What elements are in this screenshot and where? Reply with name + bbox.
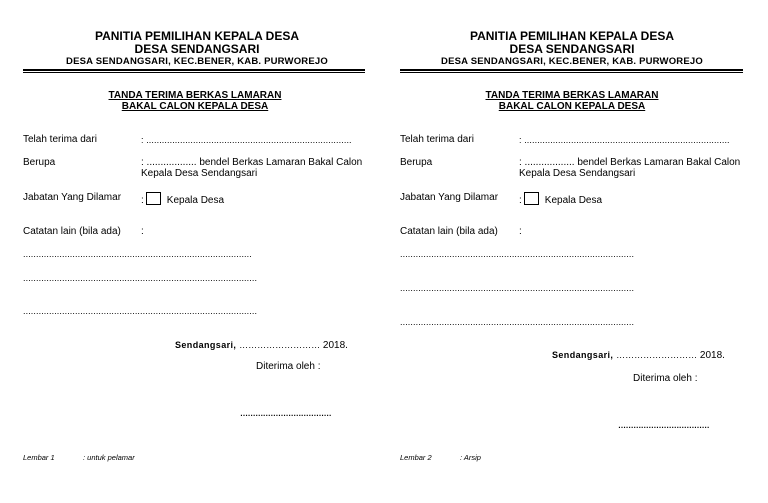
header-rule-thick: [23, 69, 365, 71]
village-address: DESA SENDANGSARI, KEC.BENER, KAB. PURWOREJO: [66, 56, 328, 67]
note-line-1[interactable]: ..........................................................................................: [400, 249, 635, 259]
committee-name: PANITIA PEMILIHAN KEPALA DESA: [469, 29, 674, 43]
position-option-label: Kepala Desa: [544, 195, 603, 206]
sheet-purpose: : untuk pelamar: [83, 453, 135, 462]
contents-field-line2: Kepala Desa Sendangsari: [519, 168, 636, 179]
notes-colon: :: [519, 226, 522, 237]
contents-field-line1[interactable]: : .................. bendel Berkas Lamaran Bakal Calon: [519, 157, 741, 168]
date-field[interactable]: ………………………: [616, 350, 698, 360]
position-checkbox[interactable]: [146, 192, 161, 205]
header-rule-thick: [400, 69, 743, 71]
note-line-2[interactable]: ..........................................................................................: [400, 283, 635, 293]
contents-label: Berupa: [23, 157, 56, 168]
notes-label: Catatan lain (bila ada): [23, 226, 121, 237]
header-rule-thin: [400, 72, 743, 73]
committee-name: PANITIA PEMILIHAN KEPALA DESA: [94, 29, 299, 43]
village-name: DESA SENDANGSARI: [509, 42, 635, 56]
receipt-subtitle: BAKAL CALON KEPALA DESA: [498, 101, 646, 112]
note-line-3[interactable]: ..........................................................................................: [400, 317, 635, 327]
village-address: DESA SENDANGSARI, KEC.BENER, KAB. PURWOREJO: [441, 56, 703, 67]
notes-colon: :: [141, 226, 144, 237]
position-field: [519, 192, 602, 206]
signature-line[interactable]: ………………………………: [618, 421, 710, 430]
received-from-field[interactable]: : ...............................................................................: [141, 135, 352, 145]
sheet-number: Lembar 1: [23, 453, 55, 462]
note-line-2[interactable]: ..........................................................................................: [23, 273, 258, 283]
position-option-label: Kepala Desa: [166, 195, 225, 206]
place-date-line: [552, 350, 725, 361]
receipt-title: TANDA TERIMA BERKAS LAMARAN: [485, 90, 659, 101]
receipt-title: TANDA TERIMA BERKAS LAMARAN: [108, 90, 282, 101]
position-label: Jabatan Yang Dilamar: [400, 192, 499, 203]
place-date-line: [175, 340, 348, 351]
received-from-label: Telah terima dari: [23, 134, 97, 145]
note-line-1[interactable]: ........................................................................................: [23, 249, 252, 259]
received-from-field[interactable]: : ...............................................................................: [519, 135, 730, 145]
position-colon: :: [519, 195, 522, 206]
place-name: Sendangsari,: [175, 340, 237, 350]
header-rule-thin: [23, 72, 365, 73]
date-field[interactable]: ………………………: [239, 340, 321, 350]
date-year: 2018.: [322, 340, 348, 351]
note-line-3[interactable]: ..........................................................................................: [23, 306, 258, 316]
receipt-sheet-2: [384, 0, 768, 503]
signature-line[interactable]: ………………………………: [240, 409, 332, 418]
receipt-subtitle: BAKAL CALON KEPALA DESA: [121, 101, 269, 112]
place-name: Sendangsari,: [552, 350, 614, 360]
position-colon: :: [141, 195, 144, 206]
village-name: DESA SENDANGSARI: [134, 42, 260, 56]
sheet-purpose: : Arsip: [460, 453, 481, 462]
date-year: 2018.: [699, 350, 725, 361]
received-by-label: Diterima oleh :: [633, 373, 698, 384]
position-label: Jabatan Yang Dilamar: [23, 192, 122, 203]
position-field: [141, 192, 224, 206]
contents-field-line1[interactable]: : .................. bendel Berkas Lamaran Bakal Calon: [141, 157, 363, 168]
received-by-label: Diterima oleh :: [256, 361, 321, 372]
contents-label: Berupa: [400, 157, 433, 168]
position-checkbox[interactable]: [524, 192, 539, 205]
sheet-number: Lembar 2: [400, 453, 432, 462]
received-from-label: Telah terima dari: [400, 134, 474, 145]
contents-field-line2: Kepala Desa Sendangsari: [141, 168, 258, 179]
notes-label: Catatan lain (bila ada): [400, 226, 498, 237]
